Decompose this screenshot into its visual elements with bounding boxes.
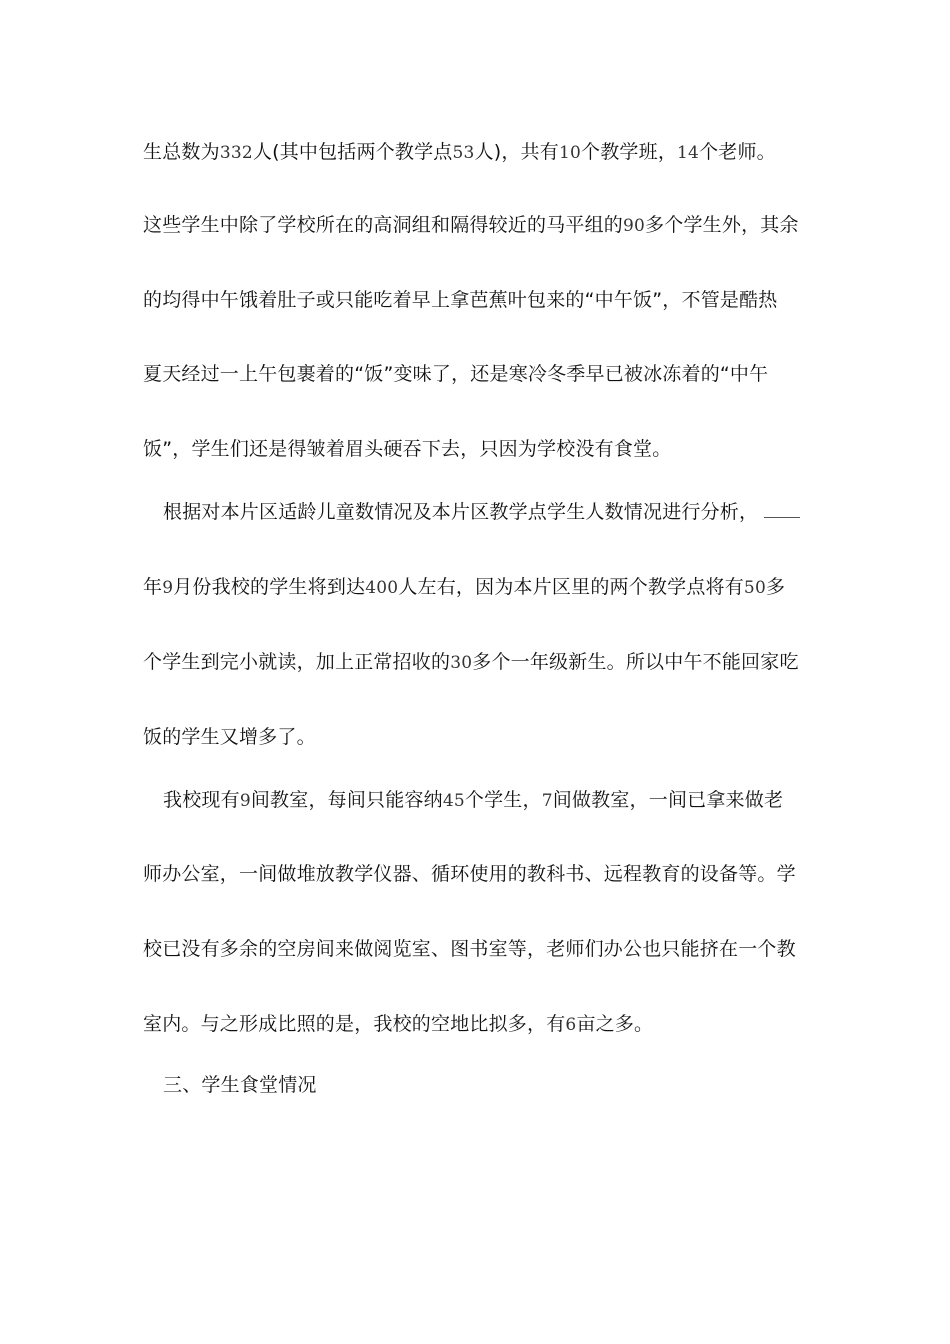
paragraph-line-10: 我校现有9间教室，每间只能容纳45个学生，7间做教室，一间已拿来做老 (163, 789, 784, 811)
paragraph-line-8: 个学生到完小就读，加上正常招收的30多个一年级新生。所以中午不能回家吃 (143, 651, 799, 673)
paragraph-line-2: 这些学生中除了学校所在的高洞组和隔得较近的马平组的90多个学生外，其余 (143, 214, 799, 236)
paragraph-line-6: 根据对本片区适龄儿童数情况及本片区教学点学生人数情况进行分析， (163, 500, 800, 524)
paragraph-line-11: 师办公室，一间做堆放教学仪器、循环使用的教科书、远程教育的设备等。学 (143, 863, 796, 885)
paragraph-line-9: 饭的学生又增多了。 (143, 726, 316, 748)
paragraph-line-1: 生总数为332人(其中包括两个教学点53人)，共有10个教学班，14个老师。 (143, 141, 776, 163)
paragraph-line-5: 饭”，学生们还是得皱着眉头硬吞下去，只因为学校没有食堂。 (143, 438, 672, 460)
paragraph-line-4: 夏天经过一上午包裹着的“饭”变味了，还是寒冷冬季早已被冰冻着的“中午 (143, 363, 769, 385)
paragraph-line-3: 的均得中午饿着肚子或只能吃着早上拿芭蕉叶包来的“中午饭”，不管是酷热 (143, 289, 778, 311)
section-heading: 三、学生食堂情况 (163, 1074, 317, 1096)
paragraph-line-12: 校已没有多余的空房间来做阅览室、图书室等，老师们办公也只能挤在一个教 (143, 938, 796, 960)
paragraph-line-7: 年9月份我校的学生将到达400人左右，因为本片区里的两个教学点将有50多 (143, 576, 786, 598)
fill-in-blank (764, 501, 800, 518)
paragraph-line-13: 室内。与之形成比照的是，我校的空地比拟多，有6亩之多。 (143, 1013, 654, 1035)
